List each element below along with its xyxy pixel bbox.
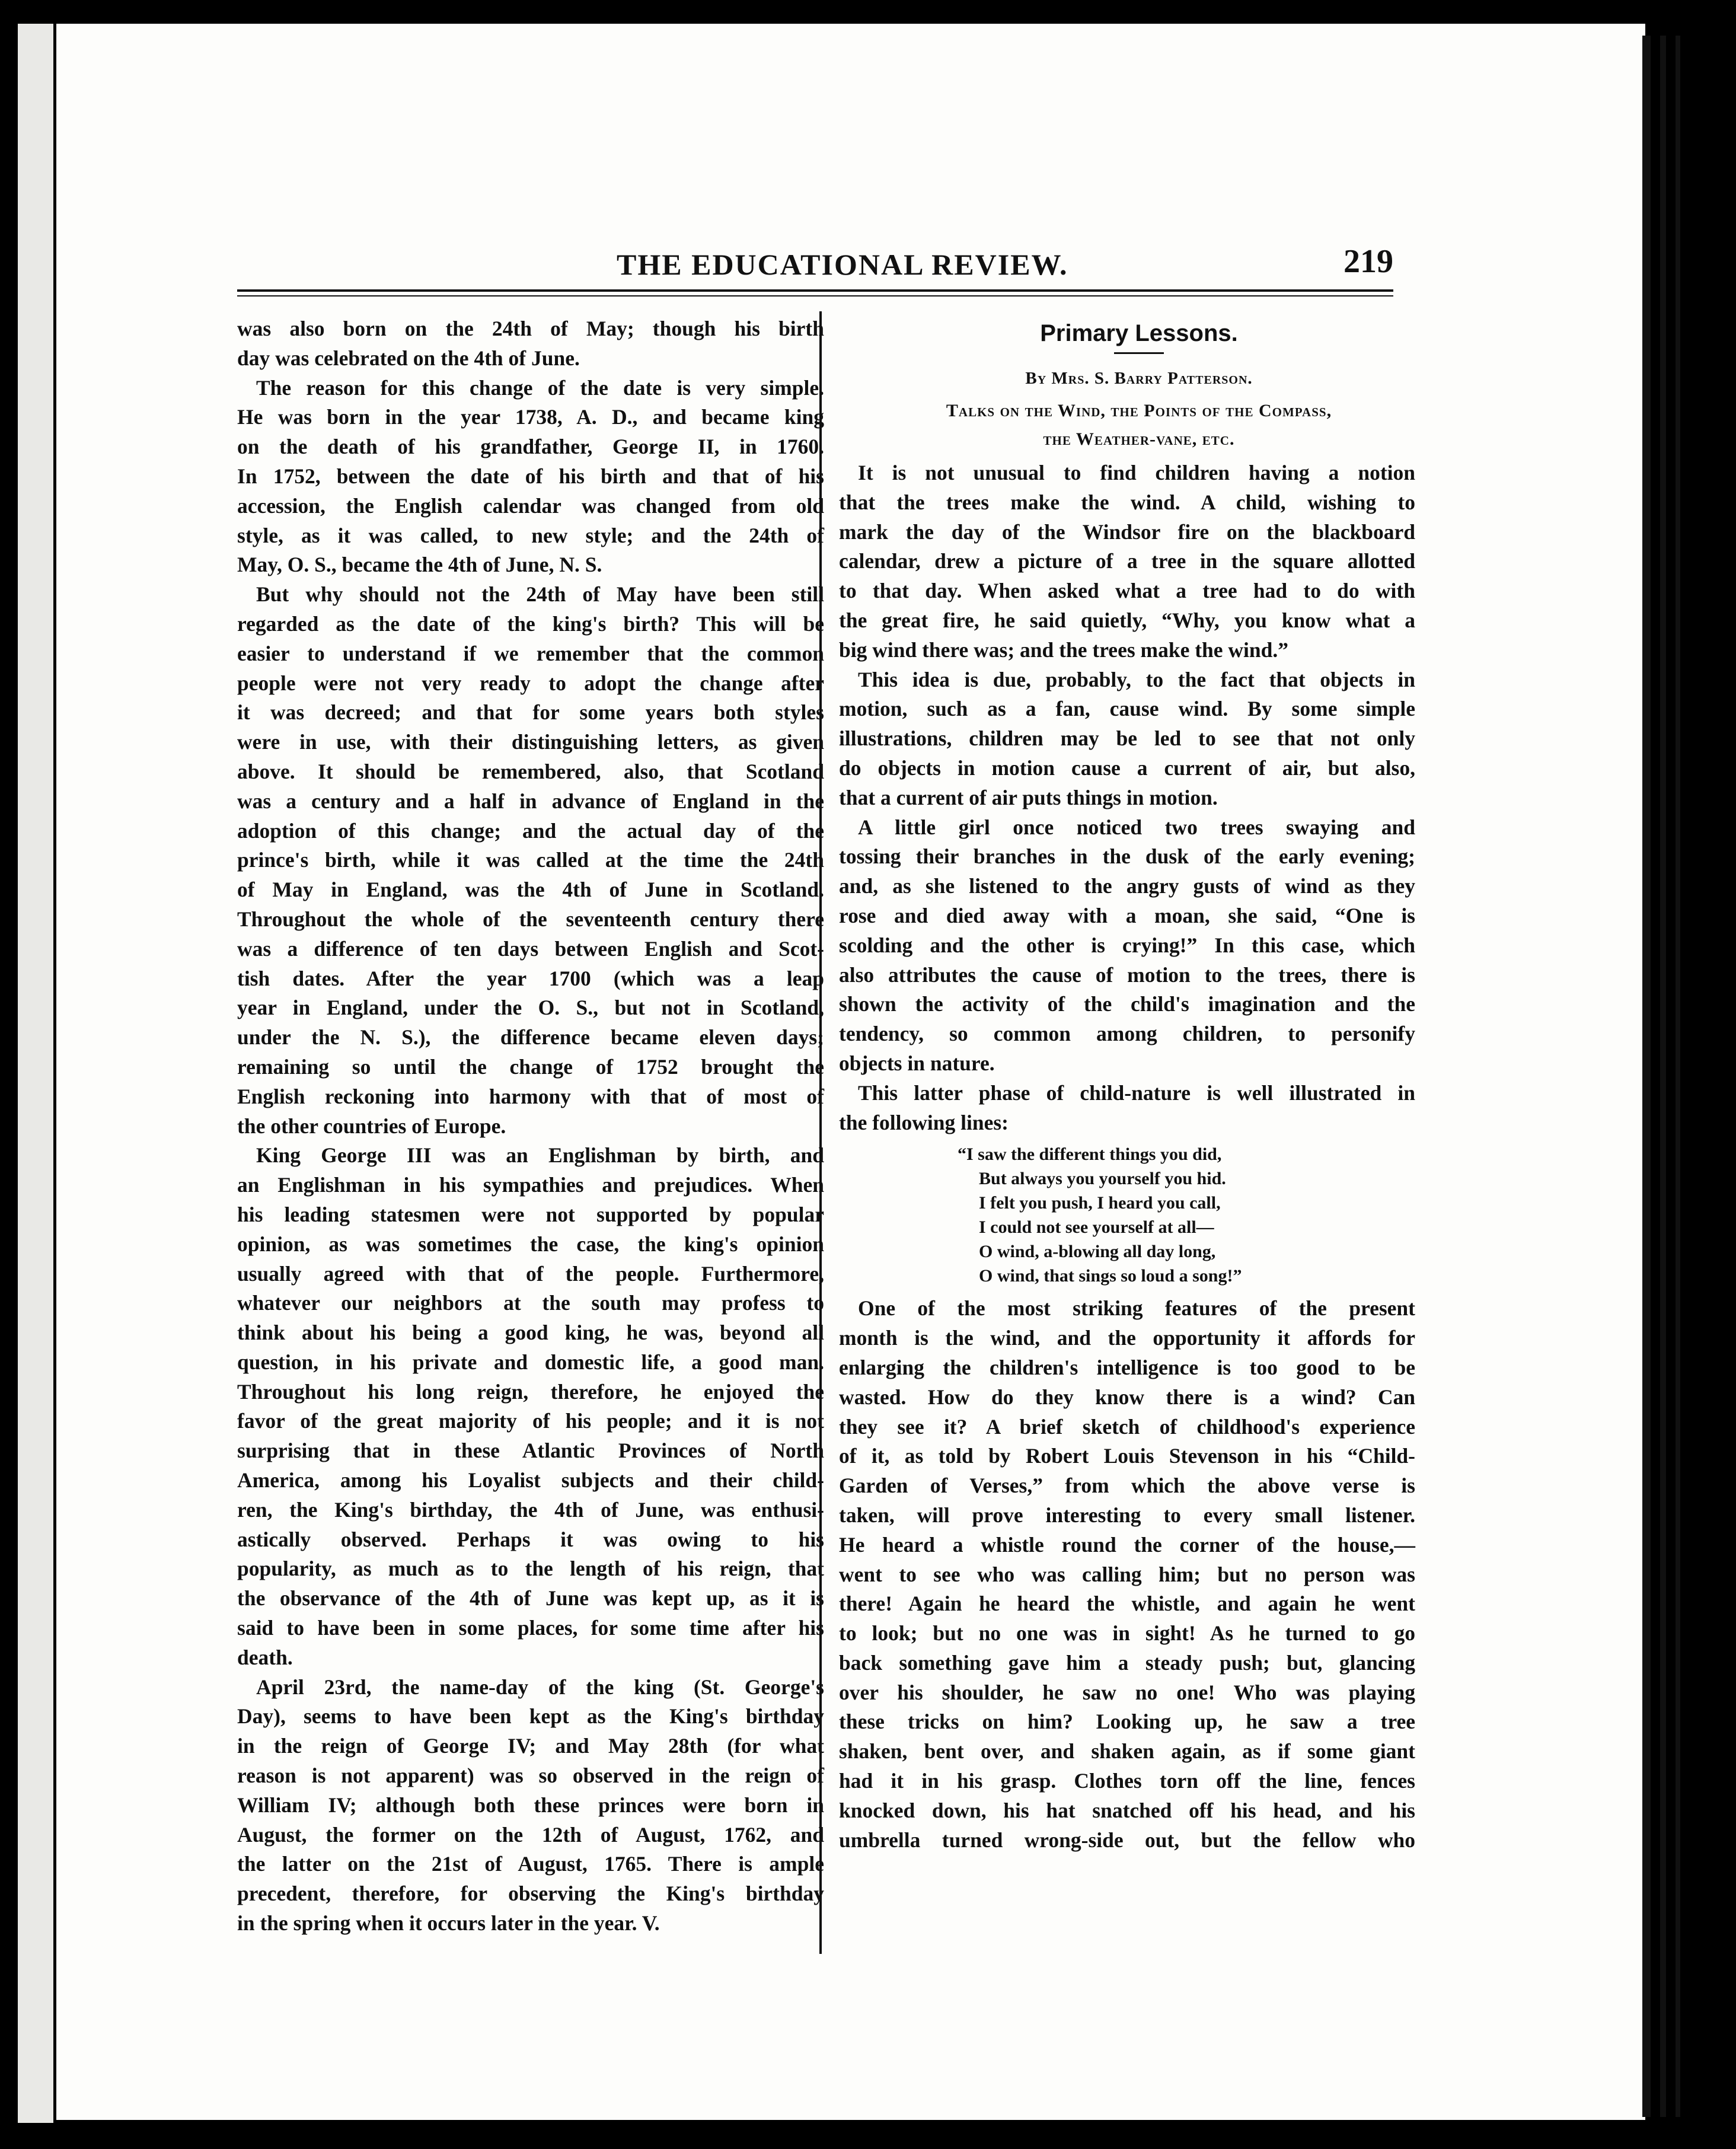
text-line: death. xyxy=(237,1645,293,1669)
text-line: also attributes the cause of motion to the trees, there is xyxy=(839,962,1415,987)
text-line: question, in his private and domestic life, a good man. xyxy=(237,1350,824,1374)
journal-title: THE EDUCATIONAL REVIEW. xyxy=(617,248,1068,281)
text-line: think about his being a good king, he was, beyond all xyxy=(237,1321,824,1345)
text-line: opinion, as was sometimes the case, the king's opinion xyxy=(237,1232,824,1256)
heading-rule xyxy=(1114,352,1164,354)
text-line: adoption of this change; and the actual day of the xyxy=(237,818,824,843)
text-line: But why should not the 24th of May have been still xyxy=(256,582,824,607)
text-line: back something gave him a steady push; but, glancing xyxy=(839,1650,1415,1675)
text-line: was also born on the 24th of May; though his birth xyxy=(237,317,824,340)
text-line: Garden of Verses,” from which the above verse is xyxy=(839,1474,1415,1498)
text-line: prince's birth, while it was called at the time the 24th xyxy=(237,848,824,872)
text-line: in the spring when it occurs later in the year. V. xyxy=(237,1911,660,1936)
article-byline: By Mrs. S. Barry Patterson. xyxy=(1025,369,1253,388)
text-line: under the N. S.), the difference became eleven days; xyxy=(237,1025,824,1050)
text-line: umbrella turned wrong-side out, but the fellow who xyxy=(839,1828,1415,1852)
text-line: on the death of his grandfather, George II, in 1760. xyxy=(237,435,824,459)
text-line: whatever our neighbors at the south may profess to xyxy=(237,1291,824,1315)
text-line: One of the most striking features of the present xyxy=(858,1296,1415,1321)
text-line: shaken, bent over, and shaken again, as if some giant xyxy=(839,1739,1415,1764)
text-line: that a current of air puts things in motion. xyxy=(839,785,1218,809)
text-line: to look; but no one was in sight! As he turned to go xyxy=(839,1621,1415,1646)
text-line: favor of the great majority of his people; and it is not xyxy=(237,1409,824,1433)
text-line: usually agreed with that of the people. Furthermore, xyxy=(237,1261,824,1286)
text-line: an Englishman in his sympathies and prejudices. When xyxy=(237,1173,824,1197)
article-heading: Primary Lessons. xyxy=(1040,320,1238,346)
text-line: Throughout his long reign, therefore, he enjoyed the xyxy=(237,1379,824,1404)
text-line: He heard a whistle round the corner of the house,— xyxy=(839,1532,1415,1557)
text-line: the observance of the 4th of June was kept up, as it is xyxy=(237,1586,824,1611)
text-line: and, as she listened to the angry gusts of wind as they xyxy=(839,874,1415,898)
text-line: tossing their branches in the dusk of the early evening; xyxy=(839,844,1415,869)
paragraphs-before-poem xyxy=(839,458,1415,1137)
text-line: knocked down, his hat snatched off his head, and his xyxy=(839,1798,1415,1822)
text-line: big wind there was; and the trees make the wind.” xyxy=(839,637,1289,662)
text-line: was a difference of ten days between English and Scot- xyxy=(237,936,824,961)
binding-edge-line xyxy=(1660,36,1666,2117)
poem-block xyxy=(839,1142,1415,1288)
text-line: taken, will prove interesting to every small listener. xyxy=(839,1503,1415,1527)
text-line: the latter on the 21st of August, 1765. There is ample xyxy=(237,1852,824,1876)
left-column xyxy=(237,314,824,1938)
text-line: mark the day of the Windsor fire on the blackboard xyxy=(839,519,1415,544)
text-line: over his shoulder, he saw no one! Who was playing xyxy=(839,1680,1415,1704)
article-subheading xyxy=(863,397,1415,454)
text-line: scolding and the other is crying!” In this case, which xyxy=(839,933,1415,957)
text-line: It is not unusual to find children having a notion xyxy=(858,461,1415,484)
right-column xyxy=(839,314,1415,1855)
text-line: do objects in motion cause a current of air, but also, xyxy=(839,755,1415,780)
adjacent-page-edge xyxy=(18,24,53,2123)
text-line: had it in his grasp. Clothes torn off the line, fences xyxy=(839,1769,1415,1793)
text-line: reason is not apparent) was so observed in the reign of xyxy=(237,1764,824,1788)
subheading-line: the Weather-vane, etc. xyxy=(1043,429,1235,449)
paragraphs-after-poem xyxy=(839,1294,1415,1855)
poem-line: O wind, that sings so loud a song!” xyxy=(979,1266,1242,1286)
text-line: August, the former on the 12th of August, 1762, and xyxy=(237,1822,824,1847)
header-rule-thin xyxy=(237,295,1393,296)
text-line: America, among his Loyalist subjects and their child- xyxy=(237,1468,824,1493)
text-line: ren, the King's birthday, the 4th of June, was enthusi- xyxy=(237,1497,824,1522)
text-line: was a century and a half in advance of England in the xyxy=(237,789,824,813)
page-header xyxy=(237,234,1393,288)
text-line: of it, as told by Robert Louis Stevenson in his “Child- xyxy=(839,1444,1415,1468)
text-line: calendar, drew a picture of a tree in the square allotted xyxy=(839,549,1415,573)
poem-line: “I saw the different things you did, xyxy=(958,1144,1222,1165)
text-line: He was born in the year 1738, A. D., and became king xyxy=(237,405,824,429)
text-line: In 1752, between the date of his birth and that of his xyxy=(237,464,824,488)
text-line: The reason for this change of the date is very simple. xyxy=(256,375,824,400)
text-line: the great fire, he said quietly, “Why, you know what a xyxy=(839,608,1415,632)
text-line: astically observed. Perhaps it was owing to his xyxy=(237,1527,824,1551)
text-line: of May in England, was the 4th of June in Scotland. xyxy=(237,878,824,902)
text-line: remaining so until the change of 1752 brought the xyxy=(237,1054,824,1079)
text-line: Throughout the whole of the seventeenth century there xyxy=(237,907,824,931)
text-line: shown the activity of the child's imagination and the xyxy=(839,992,1415,1016)
text-line: objects in nature. xyxy=(839,1051,995,1075)
text-line: motion, such as a fan, cause wind. By some simple xyxy=(839,697,1415,721)
text-line: style, as it was called, to new style; and the 24th of xyxy=(237,523,824,547)
text-line: to that day. When asked what a tree had to do with xyxy=(839,579,1415,603)
text-line: This idea is due, probably, to the fact that objects in xyxy=(858,667,1415,691)
text-line: said to have been in some places, for some time after his xyxy=(237,1616,824,1640)
text-line: people were not very ready to adopt the change after xyxy=(237,671,824,695)
text-line: day was celebrated on the 4th of June. xyxy=(237,346,580,370)
text-line: illustrations, children may be led to see that not only xyxy=(839,726,1415,751)
text-line: the following lines: xyxy=(839,1110,1009,1134)
text-line: tendency, so common among children, to personify xyxy=(839,1022,1415,1046)
text-line: in the reign of George IV; and May 28th (for what xyxy=(237,1734,824,1758)
text-line: tish dates. After the year 1700 (which was a leap xyxy=(237,966,824,990)
poem-line: But always you yourself you hid. xyxy=(979,1169,1226,1189)
text-line: wasted. How do they know there is a wind? Can xyxy=(839,1385,1415,1409)
text-line: accession, the English calendar was changed from old xyxy=(237,493,824,518)
text-line: English reckoning into harmony with that of most of xyxy=(237,1084,824,1108)
text-line: there! Again he heard the whistle, and again he went xyxy=(839,1592,1415,1616)
text-line: were in use, with their distinguishing letters, as given xyxy=(237,730,824,754)
binding-edge-line xyxy=(1676,36,1680,2117)
text-line: King George III was an Englishman by birth, and xyxy=(256,1143,824,1168)
text-line: rose and died away with a moan, she said, “One is xyxy=(839,903,1415,927)
text-line: enlarging the children's intelligence is too good to be xyxy=(839,1355,1415,1379)
text-line: precedent, therefore, for observing the King's birthday xyxy=(237,1882,824,1906)
text-line: popularity, as much as to the length of his reign, that xyxy=(237,1557,824,1581)
text-line: William IV; although both these princes were born in xyxy=(237,1793,824,1817)
text-line: they see it? A brief sketch of childhood's experience xyxy=(839,1414,1415,1439)
text-line: went to see who was calling him; but no person was xyxy=(839,1562,1415,1586)
binding-edge-line xyxy=(1642,36,1651,2117)
text-line: April 23rd, the name-day of the king (St. George's xyxy=(256,1675,824,1699)
page-number: 219 xyxy=(1344,243,1393,280)
subheading-line: Talks on the Wind, the Points of the Compass, xyxy=(946,401,1332,420)
text-line: year in England, under the O. S., but not in Scotland, xyxy=(237,996,824,1020)
text-line: This latter phase of child-nature is well illustrated in xyxy=(858,1080,1415,1105)
poem-line: I felt you push, I heard you call, xyxy=(979,1193,1221,1213)
text-line: that the trees make the wind. A child, wishing to xyxy=(839,490,1415,514)
text-line: Day), seems to have been kept as the King's birthday xyxy=(237,1704,824,1729)
text-line: regarded as the date of the king's birth? This will be xyxy=(237,611,824,636)
text-line: easier to understand if we remember that the common xyxy=(237,641,824,665)
poem-line: O wind, a-blowing all day long, xyxy=(979,1242,1216,1262)
text-line: month is the wind, and the opportunity it affords for xyxy=(839,1326,1415,1350)
poem-line: I could not see yourself at all— xyxy=(979,1217,1214,1238)
text-line: the other countries of Europe. xyxy=(237,1114,506,1138)
text-line: May, O. S., became the 4th of June, N. S. xyxy=(237,553,602,577)
text-line: these tricks on him? Looking up, he saw a tree xyxy=(839,1710,1415,1734)
text-line: his leading statesmen were not supported by popular xyxy=(237,1202,824,1226)
text-line: it was decreed; and that for some years both styles xyxy=(237,700,824,725)
header-rule xyxy=(237,289,1393,292)
text-line: A little girl once noticed two trees swaying and xyxy=(858,815,1415,839)
text-line: above. It should be remembered, also, that Scotland xyxy=(237,759,824,783)
text-line: surprising that in these Atlantic Provinces of North xyxy=(237,1439,824,1463)
